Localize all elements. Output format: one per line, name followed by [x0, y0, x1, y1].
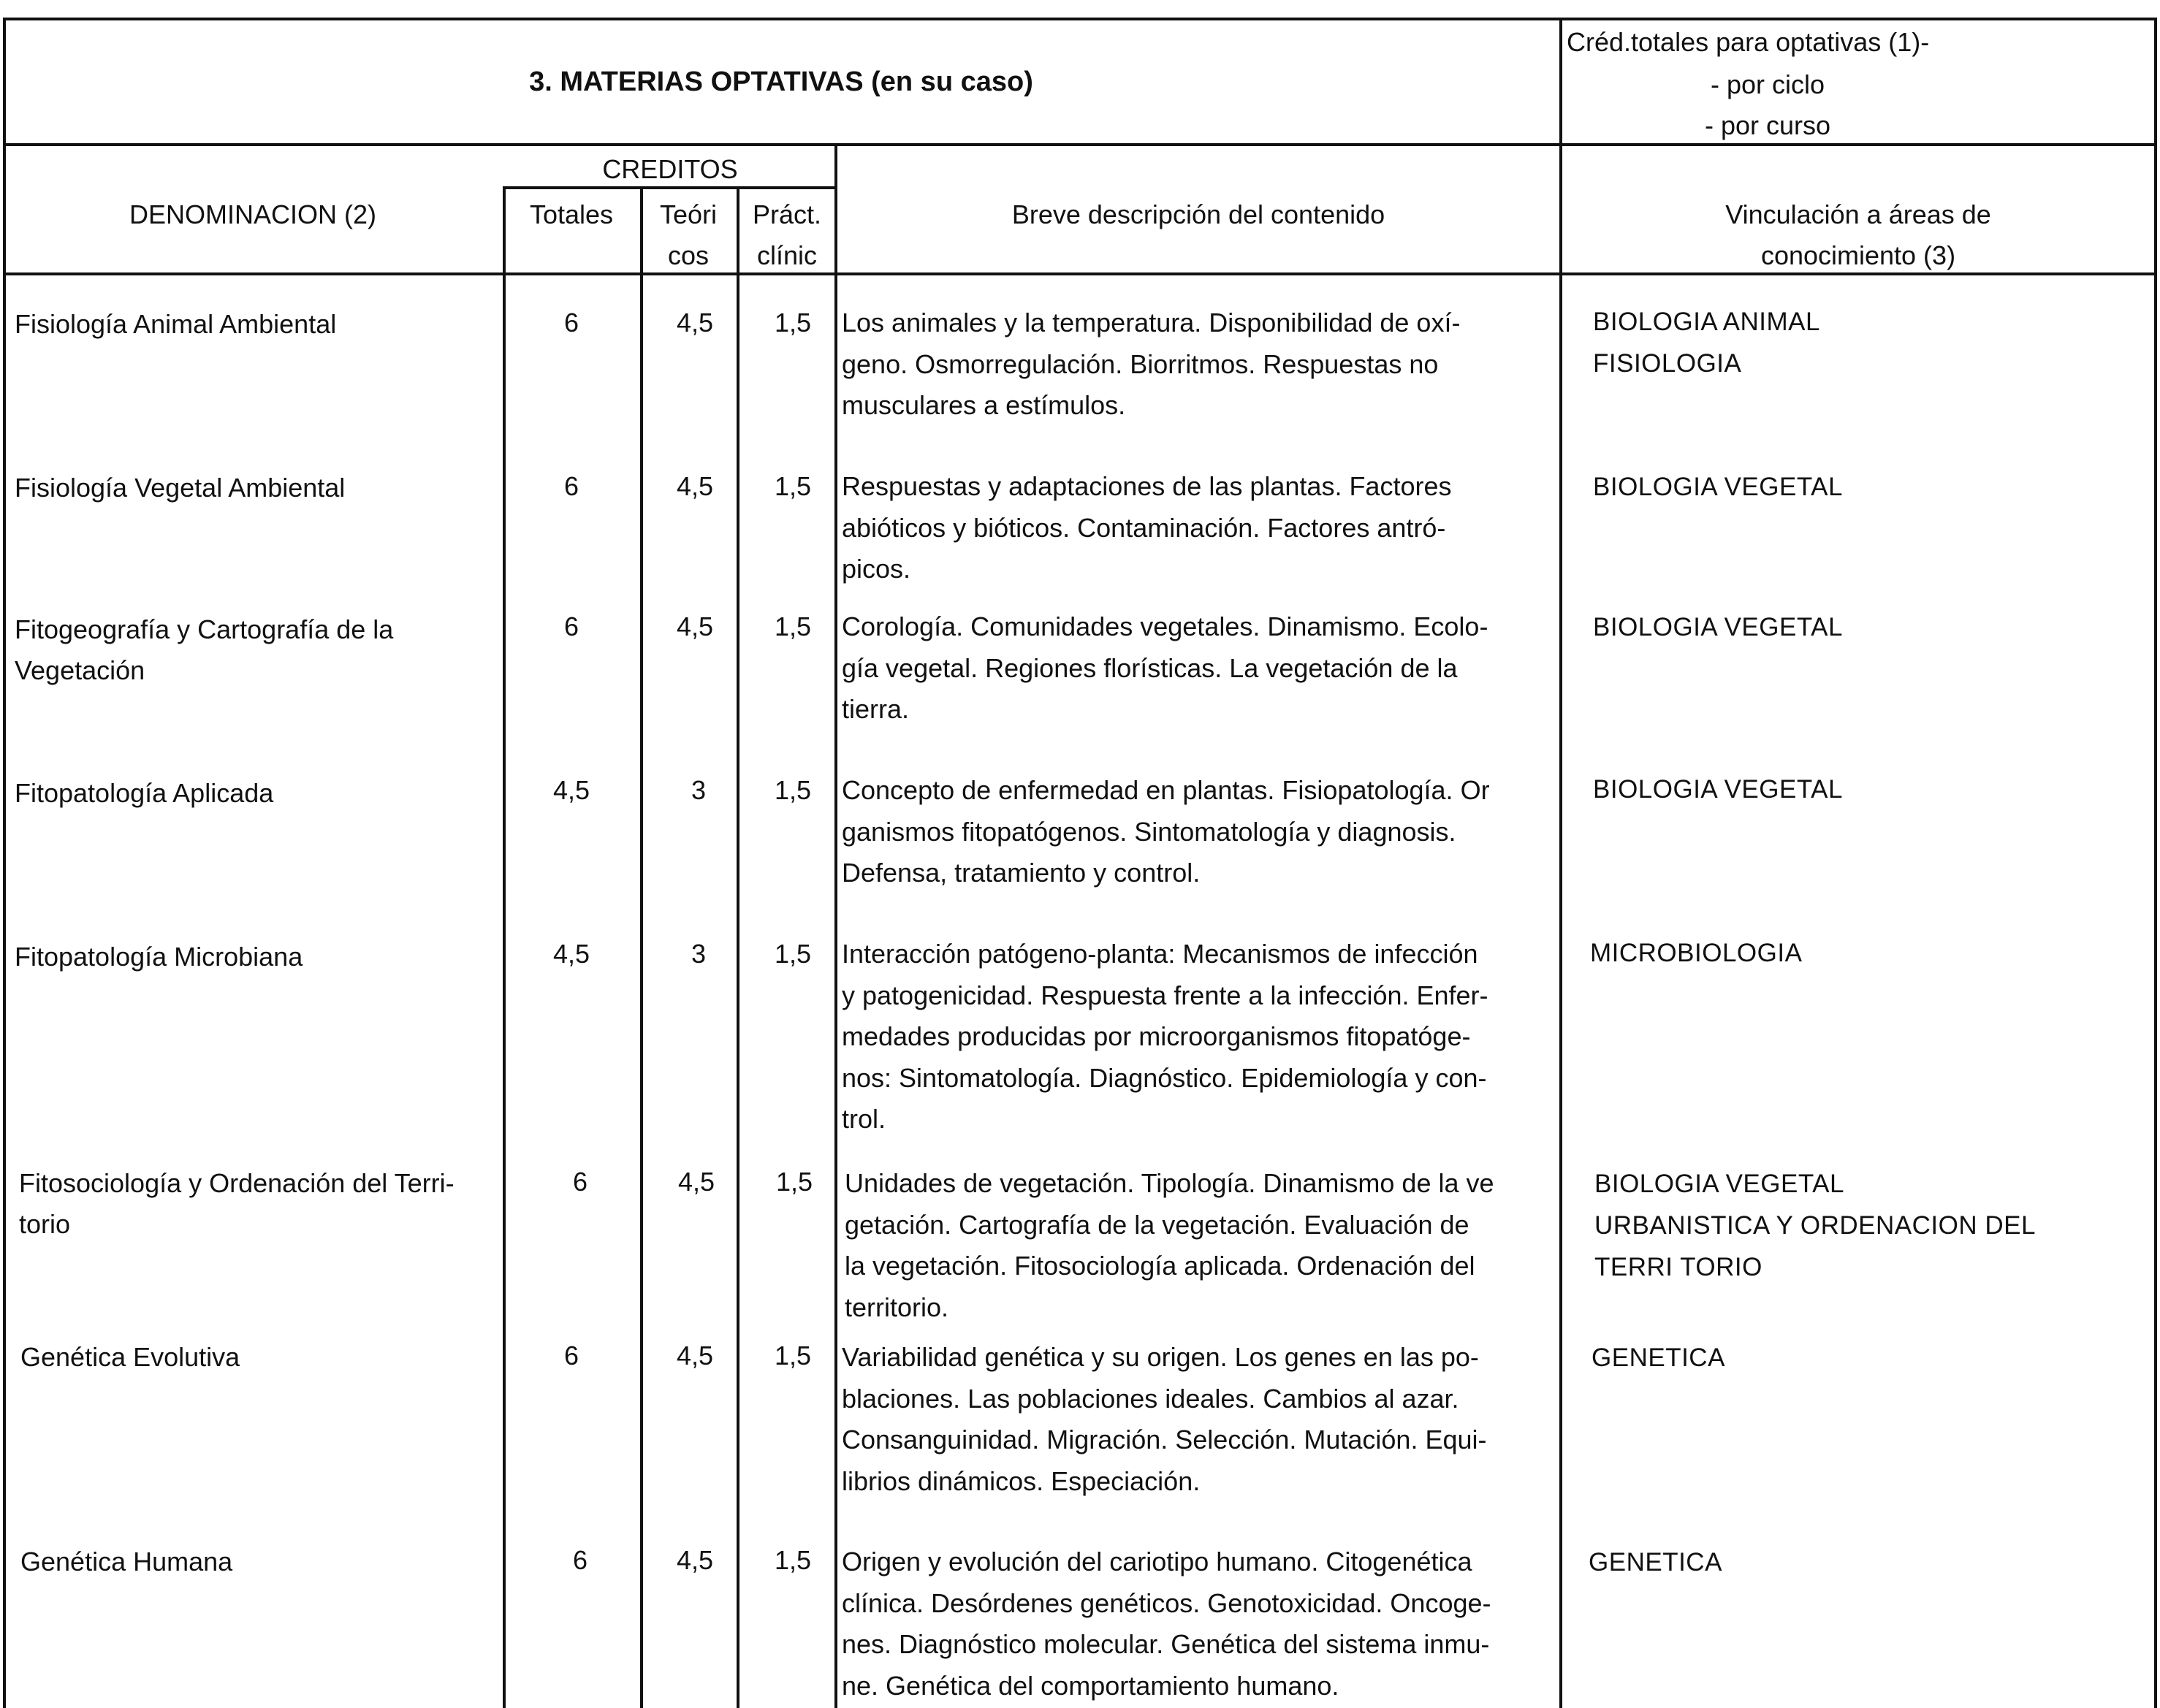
table-row-6-teoricos: 4,5 [677, 1167, 715, 1197]
table-row-4-totales: 4,5 [552, 775, 590, 805]
table-row-6-totales: 6 [572, 1167, 588, 1197]
header-divider [3, 143, 2157, 146]
area-line: BIOLOGIA ANIMAL [1593, 308, 1820, 336]
column-header-descripcion: Breve descripción del contenido [1011, 199, 1385, 229]
description-line: Corología. Comunidades vegetales. Dinamismo. Ecolo- [842, 611, 1488, 641]
table-row-5-description [842, 934, 1488, 1140]
description-line: trol. [842, 1104, 886, 1134]
description-line: geno. Osmorregulación. Biorritmos. Respuestas no [842, 348, 1439, 379]
area-line: FISIOLOGIA [1593, 349, 1742, 378]
row-name-line: Genética Humana [20, 1547, 233, 1577]
description-line: getación. Cartografía de la vegetación. Evaluación de [845, 1209, 1469, 1240]
table-row-7-areas [1592, 1337, 1725, 1379]
table-row-2-name [15, 468, 345, 508]
row-name-line: Fitopatología Microbiana [15, 942, 303, 972]
area-line: BIOLOGIA VEGETAL [1594, 1170, 1844, 1198]
column-header-vinculacion-1: Vinculación a áreas de [1725, 199, 1991, 229]
row-name-line: Fitogeografía y Cartografía de la [15, 614, 394, 644]
table-row-5-name [15, 937, 303, 977]
credits-note-line-1: Créd.totales para optativas (1)- [1567, 27, 1930, 57]
description-line: tierra. [842, 694, 910, 724]
description-line: Defensa, tratamiento y control. [842, 858, 1201, 888]
table-row-2-description [842, 466, 1452, 590]
column-header-bottom-border [3, 272, 2157, 275]
area-line: BIOLOGIA VEGETAL [1593, 473, 1843, 501]
table-row-2-practicos: 1,5 [774, 471, 811, 501]
table-row-2-teoricos: 4,5 [676, 471, 713, 501]
table-row-1-totales: 6 [563, 308, 579, 338]
description-line: nos: Sintomatología. Diagnóstico. Epidemiología y con- [842, 1062, 1487, 1093]
column-header-totales: Totales [529, 199, 614, 229]
area-line: TERRI TORIO [1594, 1253, 1762, 1281]
table-row-4-description [842, 770, 1490, 894]
column-header-practicos-1: Práct. [752, 199, 822, 229]
table-row-6-practicos: 1,5 [775, 1167, 813, 1197]
area-line: BIOLOGIA VEGETAL [1593, 775, 1843, 804]
area-line: GENETICA [1592, 1343, 1725, 1372]
section-title: 3. MATERIAS OPTATIVAS (en su caso) [529, 66, 1033, 97]
table-row-3-description [842, 606, 1488, 731]
description-line: Origen y evolución del cariotipo humano. Citogenética [842, 1547, 1472, 1577]
row-name-line: torio [19, 1209, 71, 1239]
credits-note-line-2: - por ciclo [1710, 69, 1825, 99]
area-line: URBANISTICA Y ORDENACION DEL [1594, 1211, 2036, 1240]
practicos-column-divider [834, 143, 837, 1708]
table-row-8-name [20, 1541, 232, 1582]
table-row-5-practicos: 1,5 [774, 939, 811, 969]
table-row-3-areas [1593, 606, 1843, 648]
description-line: abióticos y bióticos. Contaminación. Factores antró- [842, 512, 1446, 543]
table-row-1-description [842, 302, 1460, 427]
description-line: territorio. [845, 1292, 949, 1322]
row-name-line: Fitopatología Aplicada [15, 778, 274, 808]
table-top-border [3, 18, 2157, 20]
table-row-1-name [15, 304, 336, 345]
table-row-1-areas [1593, 301, 1820, 384]
column-header-teoricos-2: cos [667, 240, 710, 270]
area-line: BIOLOGIA VEGETAL [1593, 613, 1843, 641]
table-row-8-description [842, 1541, 1491, 1707]
description-line: medades producidas por microorganismos fitopatóge- [842, 1021, 1471, 1051]
table-row-5-areas [1590, 932, 1802, 974]
table-row-5-teoricos: 3 [691, 939, 706, 969]
description-line: clínica. Desórdenes genéticos. Genotoxicidad. Oncoge- [842, 1587, 1491, 1618]
area-line: MICROBIOLOGIA [1590, 939, 1803, 967]
column-header-teoricos-1: Teóri [659, 199, 718, 229]
description-line: ne. Genética del comportamiento humano. [842, 1670, 1339, 1701]
column-header-practicos-2: clínic [756, 240, 818, 270]
description-line: Variabilidad genética y su origen. Los genes en las po- [842, 1342, 1479, 1372]
table-row-2-areas [1593, 466, 1843, 508]
table-row-4-areas [1593, 769, 1843, 810]
description-line: Concepto de enfermedad en plantas. Fisiopatología. Or [842, 775, 1490, 805]
description-line: librios dinámicos. Especiación. [842, 1465, 1201, 1496]
description-line: nes. Diagnóstico molecular. Genética del sistema inmu- [842, 1629, 1490, 1659]
table-row-7-teoricos: 4,5 [676, 1341, 713, 1370]
table-row-8-practicos: 1,5 [774, 1545, 811, 1575]
table-row-6-description [845, 1163, 1494, 1328]
table-row-8-totales: 6 [572, 1545, 588, 1575]
table-row-7-description [842, 1337, 1487, 1502]
description-line: Los animales y la temperatura. Disponibilidad de oxí- [842, 308, 1461, 338]
table-row-5-totales: 4,5 [552, 939, 590, 969]
column-header-denominacion: DENOMINACION (2) [129, 199, 376, 229]
row-name-line: Fitosociología y Ordenación del Terri- [19, 1168, 455, 1198]
area-line: GENETICA [1589, 1548, 1722, 1577]
table-row-6-name [19, 1163, 455, 1245]
description-line: ganismos fitopatógenos. Sintomatología y diagnosis. [842, 816, 1456, 847]
description-line: Consanguinidad. Migración. Selección. Mutación. Equi- [842, 1425, 1487, 1455]
table-right-border [2154, 18, 2157, 1708]
table-row-7-totales: 6 [563, 1341, 579, 1370]
table-row-2-totales: 6 [563, 471, 579, 501]
credits-note-line-3: - por curso [1704, 110, 1831, 140]
table-row-3-totales: 6 [563, 611, 579, 641]
table-row-3-teoricos: 4,5 [676, 611, 713, 641]
table-row-4-teoricos: 3 [691, 775, 706, 805]
row-name-line: Fisiología Animal Ambiental [15, 309, 337, 339]
description-line: Unidades de vegetación. Tipología. Dinamismo de la ve [845, 1168, 1494, 1198]
table-row-3-practicos: 1,5 [774, 611, 811, 641]
column-header-vinculacion-2: conocimiento (3) [1760, 240, 1956, 270]
table-left-border [3, 18, 6, 1708]
table-row-4-name [15, 773, 273, 814]
table-row-8-areas [1589, 1541, 1722, 1583]
description-line: gía vegetal. Regiones florísticas. La vegetación de la [842, 652, 1458, 683]
table-row-8-teoricos: 4,5 [676, 1545, 713, 1575]
areas-column-divider [1559, 18, 1562, 1708]
description-line: blaciones. Las poblaciones ideales. Cambios al azar. [842, 1383, 1459, 1414]
description-line: Respuestas y adaptaciones de las plantas. Factores [842, 471, 1452, 501]
description-line: musculares a estímulos. [842, 390, 1126, 420]
table-row-4-practicos: 1,5 [774, 775, 811, 805]
table-row-1-practicos: 1,5 [774, 308, 811, 338]
table-row-7-name [20, 1337, 240, 1378]
row-name-line: Genética Evolutiva [20, 1342, 240, 1372]
row-name-line: Vegetación [15, 655, 145, 685]
description-line: picos. [842, 554, 911, 584]
creditos-divider [503, 186, 837, 189]
table-row-1-teoricos: 4,5 [676, 308, 713, 338]
table-row-6-areas [1594, 1163, 2036, 1288]
column-header-creditos: CREDITOS [602, 154, 738, 184]
description-line: y patogenicidad. Respuesta frente a la infección. Enfer- [842, 980, 1488, 1010]
row-name-line: Fisiología Vegetal Ambiental [15, 473, 346, 503]
description-line: Interacción patógeno-planta: Mecanismos de infección [842, 939, 1478, 969]
description-line: la vegetación. Fitosociología aplicada. Ordenación del [845, 1251, 1475, 1281]
table-row-3-name [15, 609, 393, 691]
table-row-7-practicos: 1,5 [774, 1341, 811, 1370]
